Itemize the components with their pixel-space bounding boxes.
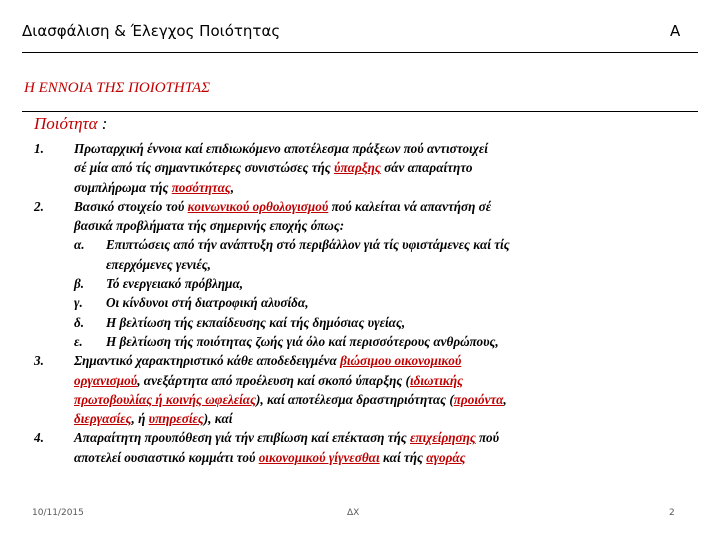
list-item-2 xyxy=(30,197,700,236)
sub-item-text: Οι κίνδυνοι στή διατροφική αλυσίδα, xyxy=(106,295,309,311)
text-run: , ή xyxy=(131,411,149,427)
item-number: 3. xyxy=(34,353,44,369)
sub-item-label: δ. xyxy=(74,314,85,330)
text-run: ), καί αποτέλεσμα δραστηριότητας ( xyxy=(255,391,454,407)
section-title: Η ΕΝΝΟΙΑ ΤΗΣ ΠΟΙΟΤΗΤΑΣ xyxy=(24,80,211,96)
sub-list-item-c xyxy=(30,293,700,312)
section-divider xyxy=(22,111,698,112)
list-item-1 xyxy=(30,139,700,197)
numbered-list xyxy=(30,139,700,467)
highlighted-term: ποσότητας xyxy=(171,179,231,195)
header-title: Διασφάλιση & Έλεγχος Ποιότητας xyxy=(22,22,281,40)
highlighted-term: προιόντα xyxy=(453,391,504,407)
header-letter: Α xyxy=(670,22,681,40)
highlighted-term: αγοράς xyxy=(426,449,466,465)
text-run: Βασικό στοιχείο τού xyxy=(74,198,188,214)
highlighted-term: ύπαρξης xyxy=(333,160,381,176)
sub-item-label: β. xyxy=(74,276,85,292)
item-number: 2. xyxy=(34,198,44,214)
sub-list-item-e xyxy=(30,332,700,351)
header-divider xyxy=(22,52,698,53)
text-run: Απαραίτητη προυπόθεση γιά τήν επιβίωση καί επέκταση τής xyxy=(74,430,410,446)
text-run: , xyxy=(503,391,507,407)
text-run: Πρωταρχική έννοια καί επιδιωκόμενο αποτέλεσμα πράξεων πού αντιστοιχεί xyxy=(74,141,488,156)
sub-item-text: Η βελτίωση τής ποιότητας ζωής γιά όλο καί περισσότερους ανθρώπους, xyxy=(106,333,499,349)
text-run: συμπλήρωμα τής xyxy=(74,179,172,195)
sub-item-label: γ. xyxy=(74,295,83,311)
footer-date: 10/11/2015 xyxy=(32,508,84,518)
text-run: ), καί xyxy=(203,411,233,427)
sub-item-label: α. xyxy=(74,237,85,253)
sub-list-item-b xyxy=(30,274,700,293)
highlighted-term: οικονομικού γίγνεσθαι xyxy=(258,449,380,465)
subtitle xyxy=(34,114,107,134)
sub-item-text: Επιπτώσεις από τήν ανάπτυξη στό περιβάλλον γιά τίς υφιστάμενες καί τίς xyxy=(106,237,510,253)
subtitle-label: Ποιότητα xyxy=(34,114,98,133)
text-run: , xyxy=(230,179,235,195)
sub-list-item-a xyxy=(30,235,700,274)
highlighted-term: βιώσιμου οικονομικού xyxy=(340,353,462,369)
highlighted-term: ιδιωτικής xyxy=(409,372,463,388)
text-run: καί τής xyxy=(379,449,427,465)
text-run: πού xyxy=(475,430,500,446)
highlighted-term: πρωτοβουλίας ή κοινής ωφελείας xyxy=(74,391,256,407)
page-number: 2 xyxy=(669,508,675,518)
subtitle-colon: : xyxy=(97,114,108,133)
item-number: 1. xyxy=(34,141,44,156)
sub-item-label: ε. xyxy=(74,333,83,349)
text-run: , ανεξάρτητα από προέλευση καί σκοπό ύπαρξης ( xyxy=(137,372,410,388)
highlighted-term: επιχείρησης xyxy=(409,430,476,446)
text-run: πού καλείται νά απαντήση σέ xyxy=(328,198,492,214)
text-run: σάν απαραίτητο xyxy=(380,160,473,176)
sub-item-text: Τό ενεργειακό πρόβλημα, xyxy=(106,276,244,292)
highlighted-term: υπηρεσίες xyxy=(148,411,204,427)
list-item-3 xyxy=(30,351,700,428)
text-run: Σημαντικό χαρακτηριστικό κάθε αποδεδειγμένα xyxy=(74,353,341,369)
highlighted-term: οργανισμού xyxy=(74,372,138,388)
sub-list-item-d xyxy=(30,313,700,332)
item-number: 4. xyxy=(34,430,44,446)
footer-author: ΔΧ xyxy=(347,508,360,518)
highlighted-term: διεργασίες xyxy=(74,411,132,427)
text-run: σέ μία από τίς σημαντικότερες συνιστώσες τής xyxy=(74,160,334,176)
text-run: βασικά προβλήματα τής σημερινής εποχής όπως: xyxy=(74,218,345,234)
sub-item-text: επερχόμενες γενιές, xyxy=(106,256,211,272)
highlighted-term: κοινωνικού ορθολογισμού xyxy=(187,198,329,214)
sub-item-text: Η βελτίωση τής εκπαίδευσης καί τής δημόσιας υγείας, xyxy=(106,314,406,330)
list-item-4 xyxy=(30,428,700,467)
text-run: αποτελεί ουσιαστικό κομμάτι τού xyxy=(74,449,259,465)
